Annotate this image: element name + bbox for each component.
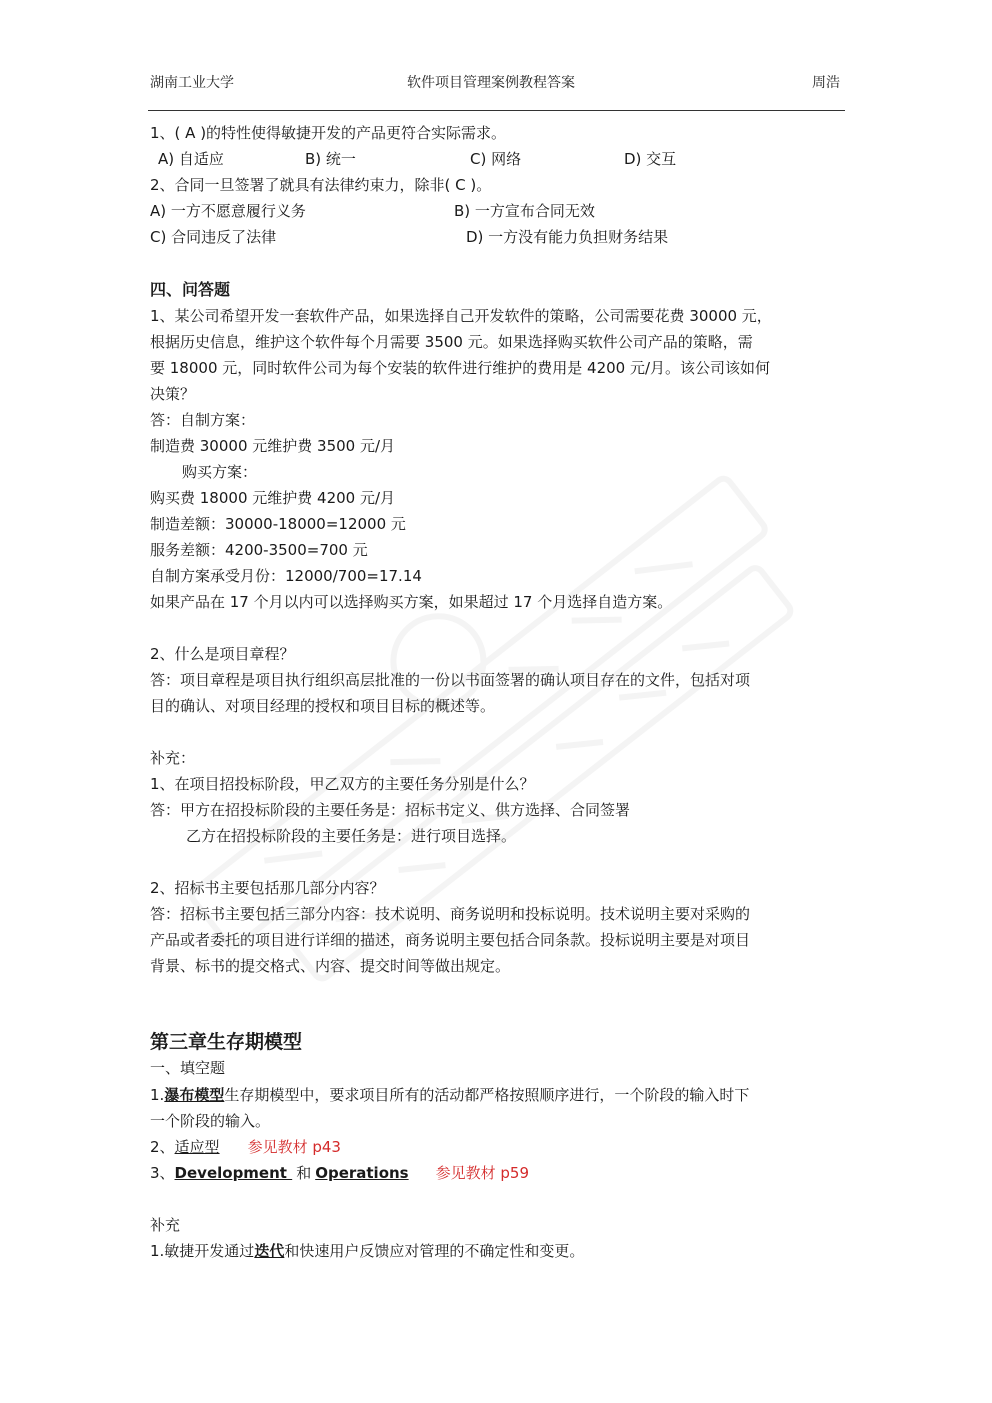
fill-2-prefix: 2、 [150,1138,175,1156]
fill-1-prefix: 1. [150,1086,165,1104]
fill-3-answer-2: Operations [315,1164,409,1182]
qa-q1-line3: 要 18000 元，同时软件公司为每个安装的软件进行维护的费用是 4200 元/月。该公司该如何 [150,359,771,377]
qa-a1-line6: 服务差额：4200-3500=700 元 [150,541,368,559]
qa-supp-q1: 1、在项目招投标阶段，甲乙双方的主要任务分别是什么？ [150,775,535,793]
fill-1-answer: 瀑布模型 [164,1086,225,1104]
chapter-fill-1-line2: 一个阶段的输入。 [150,1112,271,1130]
fill-1-rest: 生存期模型中，要求项目所有的活动都严格按照顺序进行，一个阶段的输入时下 [224,1086,750,1104]
chapter-fill-3 [150,1163,529,1183]
chapter-fill-1 [150,1085,749,1105]
choice-q2: 2、合同一旦签署了就具有法律约束力，除非( C )。 [150,176,492,194]
qa-q1-line2: 根据历史信息，维护这个软件每个月需要 3500 元。如果选择购买软件公司产品的策略，需 [150,333,753,351]
qa-a1-line1: 答：自制方案： [150,411,256,429]
header-center-title: 软件项目管理案例教程答案 [407,75,575,91]
fill-3-connector: 和 [296,1164,312,1182]
choice-q1: 1、( A )的特性使得敏捷开发的产品更符合实际需求。 [150,124,507,142]
choice-q1-option-c: C) 网络 [470,150,522,168]
header-right-author: 周浩 [812,75,840,91]
qa-supp-a1-line2: 乙方在招投标阶段的主要任务是：进行项目选择。 [186,827,517,845]
qa-a1-line8: 如果产品在 17 个月以内可以选择购买方案，如果超过 17 个月选择自造方案。 [150,593,673,611]
qa-a2-line2: 目的确认、对项目经理的授权和项目目标的概述等。 [150,697,496,715]
fill-3-prefix: 3、 [150,1164,175,1182]
chapter-fill-heading: 一、填空题 [150,1059,226,1077]
chapter-supplement-label: 补充 [150,1216,181,1234]
choice-q1-option-d: D) 交互 [624,150,677,168]
choice-q2-option-d: D) 一方没有能力负担财务结果 [466,228,669,246]
fill-3-reference: 参见教材 p59 [435,1164,529,1182]
qa-supp-a2-line1: 答：招标书主要包括三部分内容：技术说明、商务说明和投标说明。技术说明主要对采购的 [150,905,751,923]
chapter-title: 第三章生存期模型 [150,1031,303,1053]
qa-supp-q2: 2、招标书主要包括那几部分内容？ [150,879,385,897]
qa-a2-line1: 答：项目章程是项目执行组织高层批准的一份以书面签署的确认项目存在的文件，包括对项 [150,671,751,689]
supp-1-prefix: 1.敏捷开发通过 [150,1242,255,1260]
qa-a1-line7: 自制方案承受月份：12000/700=17.14 [150,567,422,585]
choice-q1-option-a: A) 自适应 [158,150,224,168]
choice-q2-option-a: A) 一方不愿意履行义务 [150,202,306,220]
section-heading-qa: 四、问答题 [150,280,231,299]
fill-3-answer-1: Development [174,1164,293,1182]
fill-2-reference: 参见教材 p43 [247,1138,341,1156]
qa-q1-line4: 决策？ [150,385,196,403]
choice-q2-option-c: C) 合同违反了法律 [150,228,277,246]
qa-a1-line3: 购买方案： [182,463,258,481]
qa-q2: 2、什么是项目章程？ [150,645,295,663]
chapter-fill-2 [150,1137,341,1157]
qa-a1-line4: 购买费 18000 元维护费 4200 元/月 [150,489,396,507]
qa-supp-a1-line1: 答：甲方在招投标阶段的主要任务是：招标书定义、供方选择、合同签署 [150,801,631,819]
choice-q2-option-b: B) 一方宣布合同无效 [454,202,595,220]
qa-supplement-label: 补充： [150,749,196,767]
header-left-university: 湖南工业大学 [150,75,234,91]
qa-supp-a2-line2: 产品或者委托的项目进行详细的描述，商务说明主要包括合同条款。投标说明主要是对项目 [150,931,751,949]
header-divider [148,110,845,111]
choice-q1-option-b: B) 统一 [305,150,356,168]
qa-a1-line5: 制造差额：30000-18000=12000 元 [150,515,406,533]
qa-q1-line1: 1、某公司希望开发一套软件产品，如果选择自己开发软件的策略，公司需要花费 30000 元， [150,307,772,325]
supp-1-answer: 迭代 [254,1242,285,1260]
qa-supp-a2-line3: 背景、标书的提交格式、内容、提交时间等做出规定。 [150,957,511,975]
supp-1-rest: 和快速用户反馈应对管理的不确定性和变更。 [284,1242,585,1260]
chapter-supp-1 [150,1241,584,1261]
qa-a1-line2: 制造费 30000 元维护费 3500 元/月 [150,437,396,455]
fill-2-answer: 适应型 [174,1138,220,1156]
